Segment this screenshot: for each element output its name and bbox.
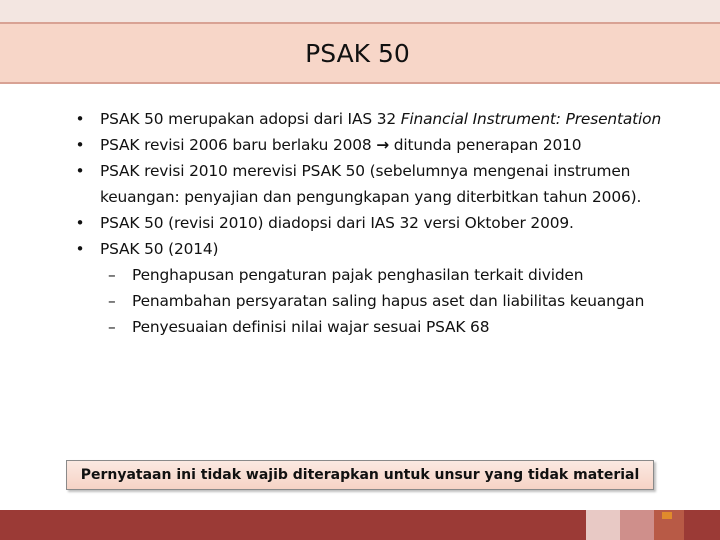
note-callout-box bbox=[66, 460, 654, 490]
sub-bullet-text: Penghapusan pengaturan pajak penghasilan terkait dividen bbox=[132, 266, 584, 284]
bullet-text: PSAK revisi 2010 merevisi PSAK 50 (sebelumnya mengenai instrumen keuangan: penyajian dan pengungkapan yang diterbitkan tahun 2006). bbox=[100, 162, 642, 206]
bullet-marker: • bbox=[75, 136, 85, 154]
arrow-right-icon: → bbox=[376, 136, 390, 154]
bullet-item-revisi-2010 bbox=[74, 158, 694, 210]
bullet-italic-text: Financial Instrument: Presentation bbox=[400, 110, 662, 128]
sub-bullet-marker: – bbox=[108, 292, 116, 310]
bullet-text: PSAK 50 (2014) bbox=[100, 240, 219, 258]
bullet-text-continued: ditunda penerapan 2010 bbox=[389, 136, 582, 154]
title-bar bbox=[0, 22, 720, 84]
bullet-text: PSAK 50 merupakan adopsi dari IAS 32 bbox=[100, 110, 401, 128]
sub-bullet-marker: – bbox=[108, 266, 116, 284]
bullet-list bbox=[74, 106, 694, 340]
bullet-item-ias32 bbox=[74, 106, 694, 132]
sub-bullet-list bbox=[100, 262, 694, 340]
bullet-marker: • bbox=[75, 162, 85, 180]
bullet-text: PSAK revisi 2006 baru berlaku 2008 bbox=[100, 136, 377, 154]
sub-bullet-marker: – bbox=[108, 318, 116, 336]
sub-bullet-item bbox=[108, 288, 694, 314]
bullet-item-revisi-2006 bbox=[74, 132, 694, 158]
bullet-item-psak50-2014 bbox=[74, 236, 694, 340]
bullet-marker: • bbox=[75, 214, 85, 232]
bullet-marker: • bbox=[75, 110, 85, 128]
slide-title: PSAK 50 bbox=[305, 38, 410, 68]
sub-bullet-text: Penyesuaian definisi nilai wajar sesuai PSAK 68 bbox=[132, 318, 490, 336]
footer-accent-mark bbox=[662, 512, 672, 519]
footer-block-light bbox=[586, 510, 620, 540]
sub-bullet-text: Penambahan persyaratan saling hapus aset dan liabilitas keuangan bbox=[132, 292, 645, 310]
sub-bullet-item bbox=[108, 314, 694, 340]
bullet-text: PSAK 50 (revisi 2010) diadopsi dari IAS 32 versi Oktober 2009. bbox=[100, 214, 574, 232]
footer-block-end bbox=[684, 510, 720, 540]
sub-bullet-item bbox=[108, 262, 694, 288]
slide-content bbox=[74, 106, 694, 340]
bullet-item-adopsi-2009 bbox=[74, 210, 694, 236]
footer-block-mid bbox=[620, 510, 654, 540]
top-band bbox=[0, 0, 720, 22]
bullet-marker: • bbox=[75, 240, 85, 258]
note-text: Pernyataan ini tidak wajib diterapkan untuk unsur yang tidak material bbox=[80, 467, 640, 483]
